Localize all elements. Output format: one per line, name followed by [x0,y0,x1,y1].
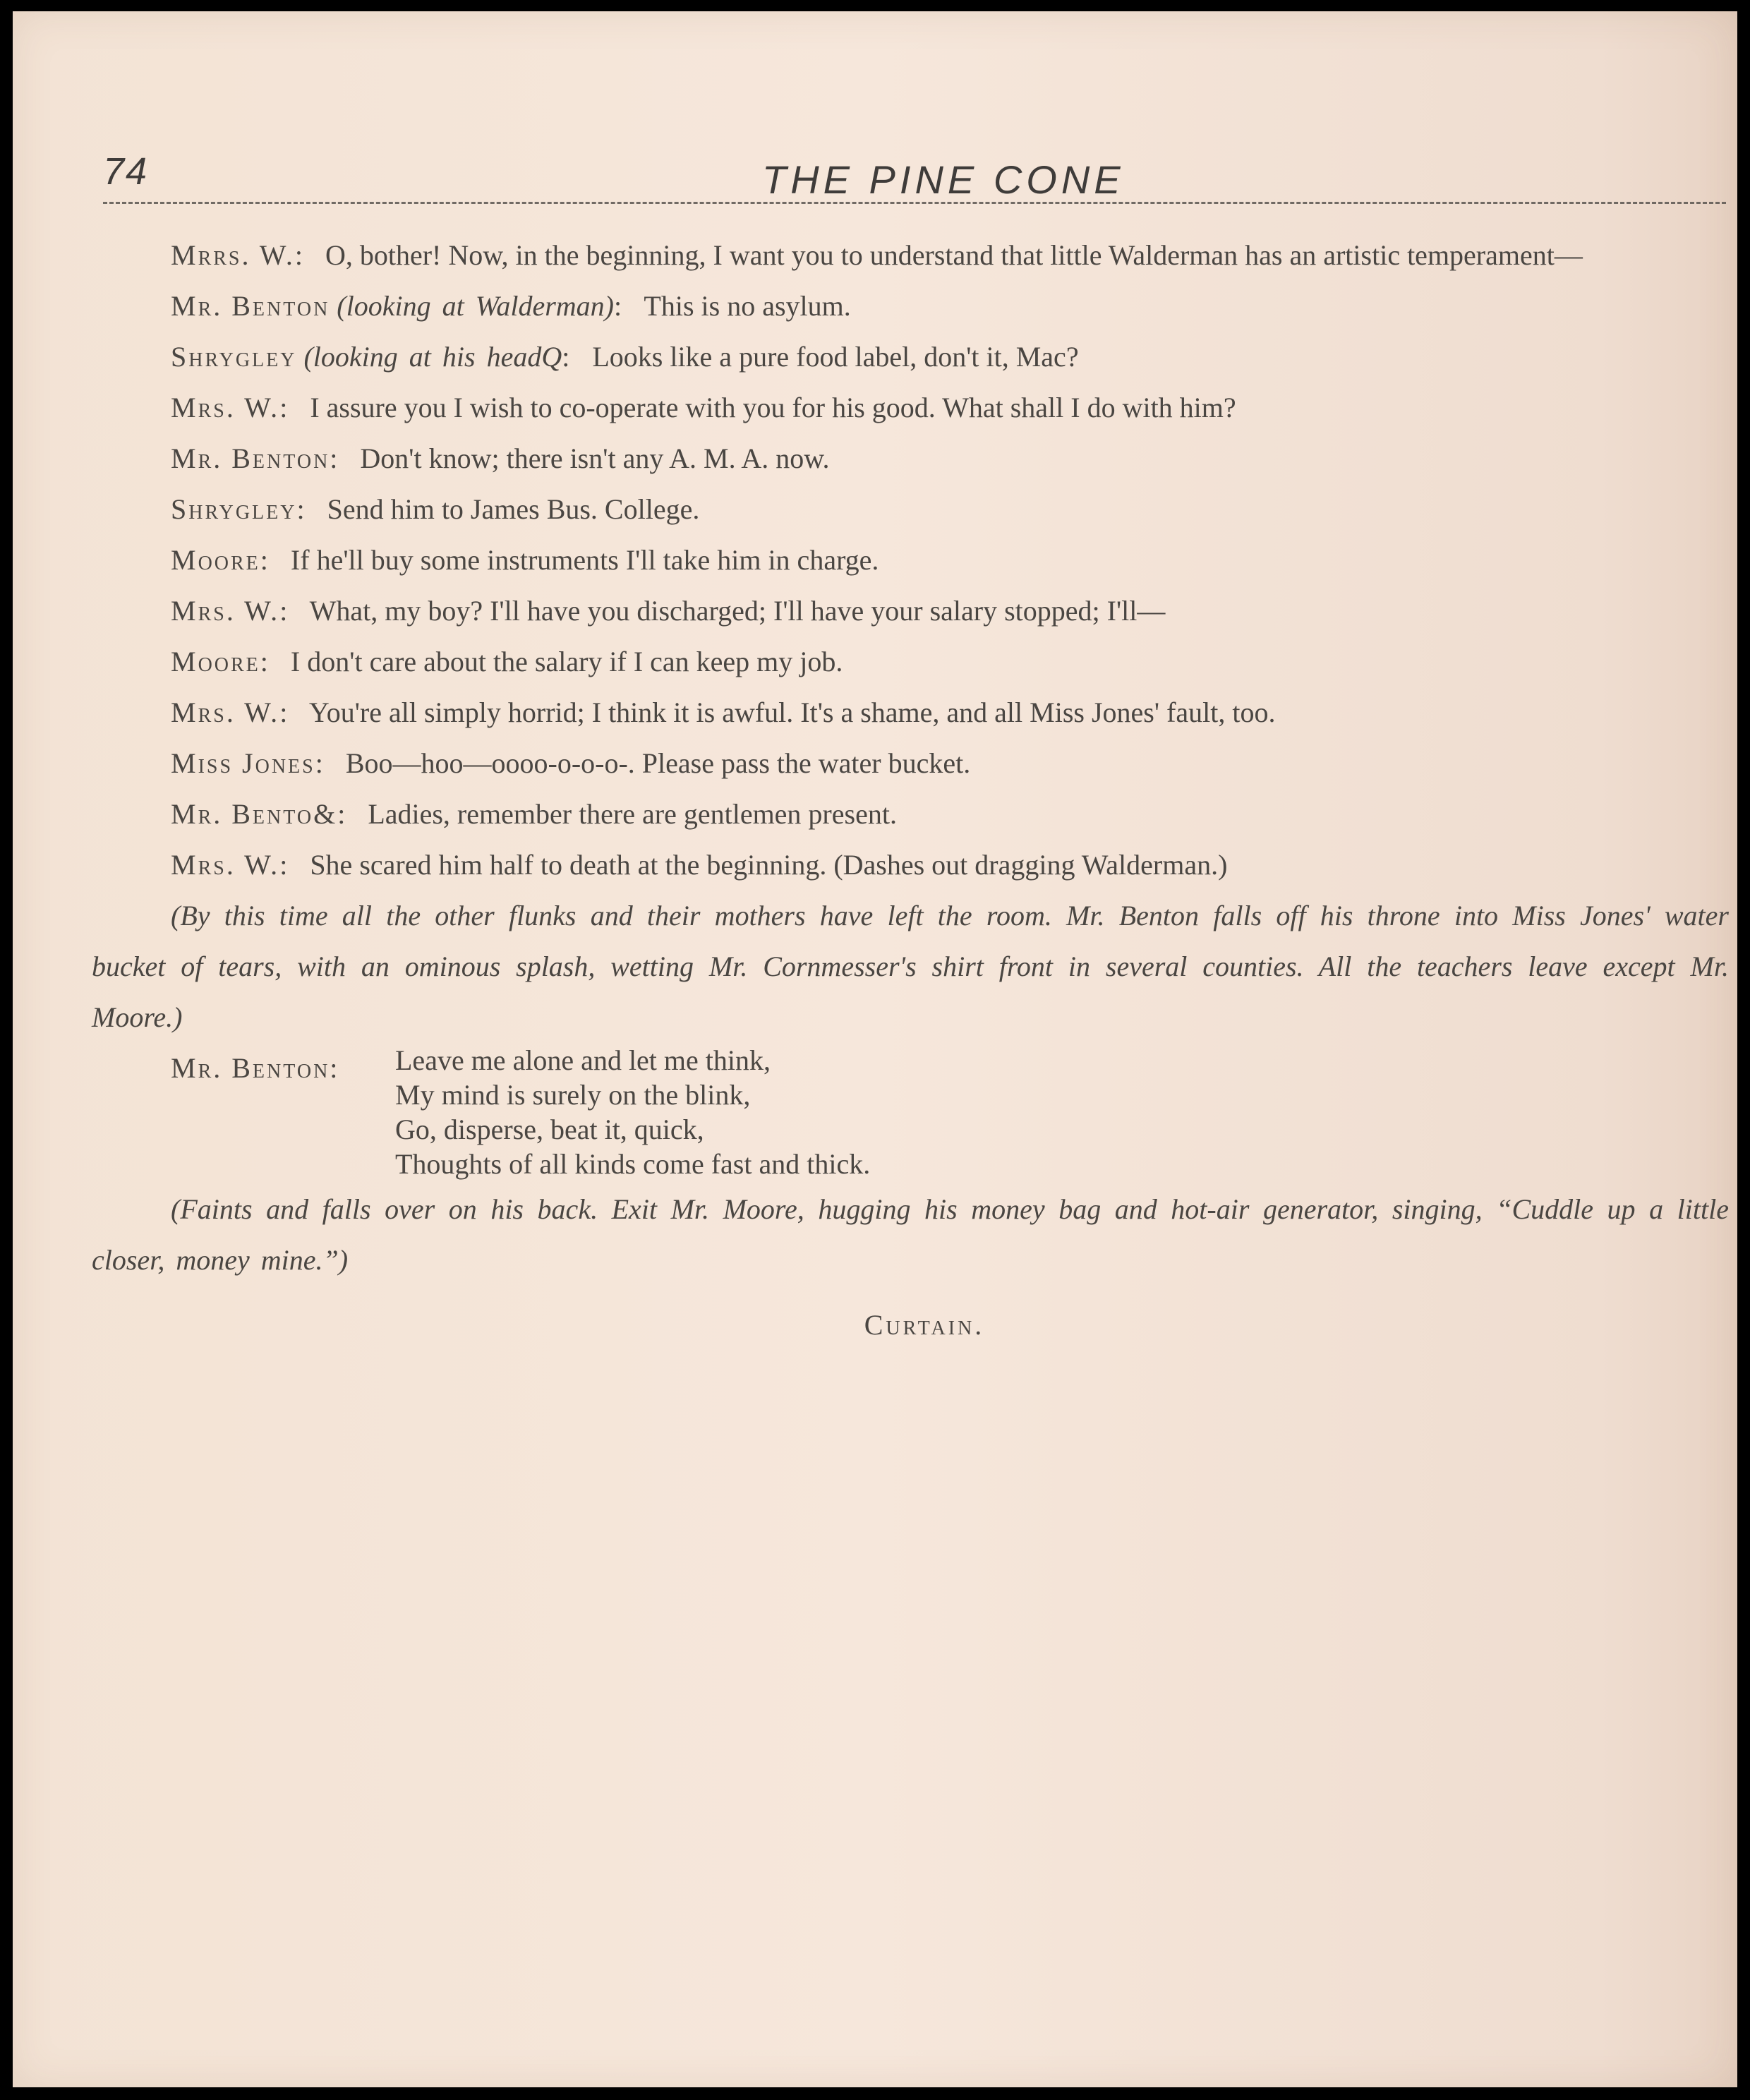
dialogue-line: Mr. Benton (looking at Walderman): This is no asylum. [171,290,851,322]
stage-direction: (Faints and falls over on his back. Exit Mr. Moore, hugging his money bag and hot-air generator, singing, “Cuddle up a little closer, money mine.”) [92,1193,1729,1276]
dialogue-text: Send him to James Bus. College. [327,493,700,525]
dialogue-text: Ladies, remember there are gentlemen present. [368,798,897,830]
speaker-name: Moore [171,646,260,677]
verse-lines [395,1043,870,1181]
verse-line: Leave me alone and let me think, [395,1044,771,1076]
dialogue-line: Mrs. W.: I assure you I wish to co-operate with you for his good. What shall I do with him? [171,392,1236,423]
speaker-name: Moore [171,544,260,576]
verse-line: My mind is surely on the blink, [395,1079,751,1111]
verse-line: Thoughts of all kinds come fast and thick. [395,1148,871,1180]
dialogue-line: Shrygley (looking at his headQ: Looks like a pure food label, don't it, Mac? [171,341,1079,373]
verse-line: Go, disperse, beat it, quick, [395,1114,704,1145]
inline-stage-direction: (looking at his headQ [303,341,562,373]
inline-stage-direction: (looking at Walderman) [337,290,614,322]
dialogue-text: I don't care about the salary if I can keep my job. [290,646,843,677]
dialogue-text: O, bother! Now, in the beginning, I want you to understand that little Walderman has an artistic temperament— [325,239,1583,271]
play-text [92,230,1729,1351]
speaker-name: Shrygley [171,493,297,525]
dialogue-line: Moore: If he'll buy some instruments I'll take him in charge. [171,544,879,576]
dialogue-text: Boo—hoo—oooo-o-o-o-. Please pass the water bucket. [345,747,971,779]
running-title: THE PINE CONE [762,157,1125,202]
dialogue-line: Miss Jones: Boo—hoo—oooo-o-o-o-. Please pass the water bucket. [171,747,971,779]
page-number: 74 [103,150,149,193]
dialogue-line: Mrrs. W.: O, bother! Now, in the beginning, I want you to understand that little Walderman has an artistic temperament— [171,239,1583,271]
speaker-name: Mr. Bento& [171,798,338,830]
speaker-name: Mr. Benton [171,442,330,474]
stage-direction: (By this time all the other flunks and their mothers have left the room. Mr. Benton falls off his throne into Miss Jones' water bucket of tears, with an ominous splash, wetting Mr. Cornmesser's shirt front in several counties. All the teachers leave except Mr. Moore.) [92,900,1729,1033]
dialogue-line: Mrs. W.: She scared him half to death at the beginning. (Dashes out dragging Walderman.) [171,849,1228,881]
speaker-name: Mrs. W. [171,595,280,627]
dialogue-text: She scared him half to death at the beginning. (Dashes out dragging Walderman.) [310,849,1228,881]
dialogue-text: You're all simply horrid; I think it is awful. It's a shame, and all Miss Jones' fault, too. [308,696,1276,728]
page [13,11,1737,2087]
dialogue-text: I assure you I wish to co-operate with you for his good. What shall I do with him? [310,392,1236,423]
speaker-name: Miss Jones [171,747,315,779]
dialogue-text: What, my boy? I'll have you discharged; I'll have your salary stopped; I'll— [309,595,1166,627]
dialogue-line: Mr. Benton: Don't know; there isn't any A. M. A. now. [171,442,830,474]
verse-speech [92,1043,1729,1184]
dialogue-text: Don't know; there isn't any A. M. A. now. [360,442,830,474]
speaker-name: Mr. Benton [171,290,330,322]
dialogue-line: Mrs. W.: What, my boy? I'll have you discharged; I'll have your salary stopped; I'll— [171,595,1166,627]
dialogue-line: Moore: I don't care about the salary if I can keep my job. [171,646,843,677]
dialogue-text: This is no asylum. [644,290,851,322]
header-rule [103,202,1726,204]
dialogue-text: If he'll buy some instruments I'll take him in charge. [290,544,879,576]
speaker-name: Mrrs. W. [171,239,295,271]
dialogue-text: Looks like a pure food label, don't it, Mac? [592,341,1079,373]
dialogue-line: Shrygley: Send him to James Bus. College. [171,493,700,525]
running-header [92,138,1736,216]
speaker-name: Shrygley [171,341,297,373]
speaker-name: Mrs. W. [171,849,280,881]
speaker-name: Mr. Benton: [171,1052,340,1084]
dialogue-line: Mrs. W.: You're all simply horrid; I think it is awful. It's a shame, and all Miss Jones' fault, too. [171,696,1276,728]
speaker-name: Mrs. W. [171,696,280,728]
curtain-line: Curtain. [864,1309,985,1341]
speaker-name: Mrs. W. [171,392,280,423]
dialogue-line: Mr. Bento&: Ladies, remember there are gentlemen present. [171,798,897,830]
